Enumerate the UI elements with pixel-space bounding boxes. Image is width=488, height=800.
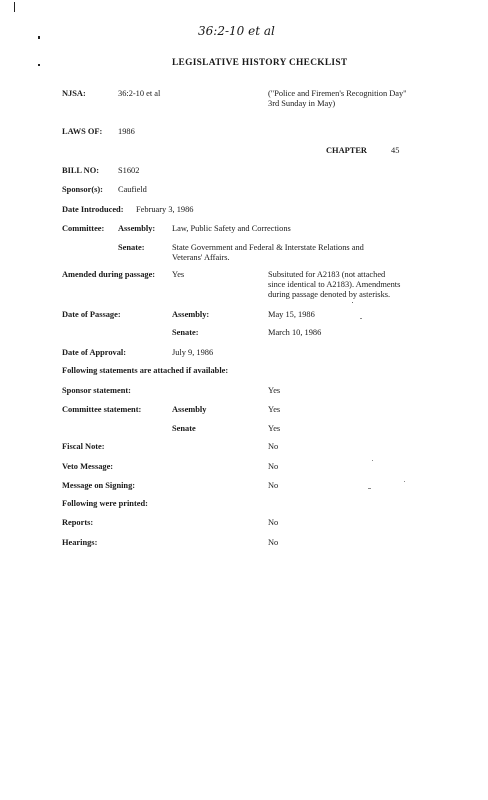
fiscal-note-value: No — [268, 442, 279, 451]
laws-of-label: LAWS OF: — [62, 127, 103, 136]
scan-speck — [360, 318, 362, 319]
message-on-signing-value: No — [268, 481, 279, 490]
passage-senate-label: Senate: — [172, 328, 199, 337]
committee-statement-senate-label: Senate — [172, 424, 196, 433]
chapter-value: 45 — [391, 146, 400, 155]
scan-speck — [352, 302, 353, 303]
veto-message-label: Veto Message: — [62, 462, 114, 471]
scan-speck — [404, 481, 405, 482]
amended-note-line1: Subsituted for A2183 (not attached — [268, 270, 386, 279]
laws-of-value: 1986 — [118, 127, 135, 136]
njsa-note-line2: 3rd Sunday in May) — [268, 99, 336, 108]
committee-assembly-label: Assembly: — [118, 224, 156, 233]
committee-statement-assembly-value: Yes — [268, 405, 281, 414]
committee-senate-value-line1: State Government and Federal & Interstate Relations and — [172, 243, 364, 252]
handwritten-citation: 36:2-10 et al — [198, 24, 275, 38]
committee-assembly-value: Law, Public Safety and Corrections — [172, 224, 291, 233]
reports-value: No — [268, 518, 279, 527]
sponsor-value: Caufield — [118, 185, 147, 194]
passage-senate-value: March 10, 1986 — [268, 328, 322, 337]
sponsor-label: Sponsor(s): — [62, 185, 103, 194]
fiscal-note-label: Fiscal Note: — [62, 442, 105, 451]
veto-message-value: No — [268, 462, 279, 471]
hearings-value: No — [268, 538, 279, 547]
committee-statement-label: Committee statement: — [62, 405, 142, 414]
committee-label: Committee: — [62, 224, 105, 233]
following-statements-heading: Following statements are attached if available: — [62, 366, 229, 375]
following-printed-heading: Following were printed: — [62, 499, 148, 508]
date-introduced-value: February 3, 1986 — [136, 205, 194, 214]
sponsor-statement-label: Sponsor statement: — [62, 386, 131, 395]
scan-speck — [368, 488, 371, 489]
committee-statement-senate-value: Yes — [268, 424, 281, 433]
amended-note-line3: during passage denoted by asterisks. — [268, 290, 391, 299]
hearings-label: Hearings: — [62, 538, 98, 547]
passage-assembly-label: Assembly: — [172, 310, 210, 319]
amended-value: Yes — [172, 270, 185, 279]
passage-assembly-value: May 15, 1986 — [268, 310, 315, 319]
document-title: LEGISLATIVE HISTORY CHECKLIST — [172, 58, 348, 68]
date-of-approval-value: July 9, 1986 — [172, 348, 214, 357]
scan-mark — [14, 2, 15, 12]
message-on-signing-label: Message on Signing: — [62, 481, 136, 490]
date-introduced-label: Date Introduced: — [62, 205, 124, 214]
committee-statement-assembly-label: Assembly — [172, 405, 207, 414]
committee-senate-value-line2: Veterans' Affairs. — [172, 253, 230, 262]
amended-label: Amended during passage: — [62, 270, 156, 279]
date-of-approval-label: Date of Approval: — [62, 348, 127, 357]
scan-mark — [38, 36, 40, 39]
amended-note-line2: since identical to A2183). Amendments — [268, 280, 401, 289]
scan-speck — [372, 460, 373, 461]
bill-no-value: S1602 — [118, 166, 140, 175]
committee-senate-label: Senate: — [118, 243, 145, 252]
chapter-label: CHAPTER — [326, 146, 367, 155]
scan-mark — [38, 64, 40, 66]
date-of-passage-label: Date of Passage: — [62, 310, 121, 319]
bill-no-label: BILL NO: — [62, 166, 99, 175]
reports-label: Reports: — [62, 518, 94, 527]
njsa-note-line1: ("Police and Firemen's Recognition Day" — [268, 89, 407, 98]
njsa-label: NJSA: — [62, 89, 86, 98]
njsa-value: 36:2-10 et al — [118, 89, 161, 98]
sponsor-statement-value: Yes — [268, 386, 281, 395]
